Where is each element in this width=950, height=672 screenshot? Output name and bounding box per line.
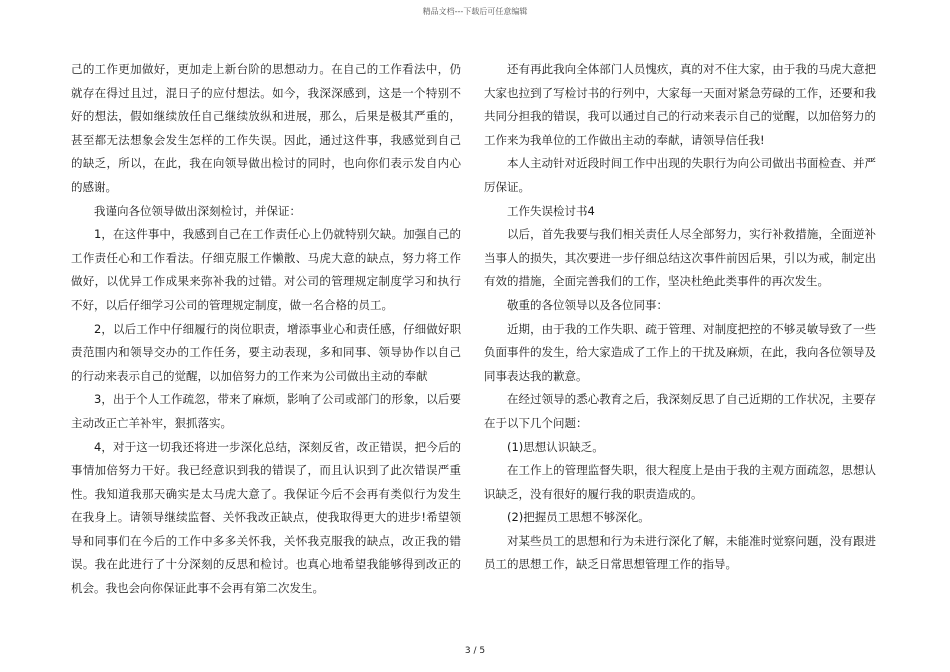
page-header: 精品文档---下载后可任意编辑 (422, 7, 528, 16)
paragraph: 3，出于个人工作疏忽，带来了麻烦，影响了公司或部门的形象，以后要主动改正亡羊补牢，狠抓落实。 (71, 392, 461, 430)
paragraph: 近期，由于我的工作失职、疏于管理、对制度把控的不够灵敏导致了一些负面事件的发生，给大家造成了工作上的干扰及麻烦，在此，我向各位领导及同事表达我的歉意。 (484, 321, 876, 383)
paragraph: 己的工作更加做好，更加走上新台阶的思想动力。在自己的工作看法中，仍就存在得过且过，混日子的应付想法。如今，我深深感到，这是一个特别不好的想法，假如继续放任自己继续放纵和进展，那么，后果是极其严重的，甚至都无法想象会发生怎样的工作失误。因此，通过这件事，我感觉到自己的缺乏，所以，在此，我在向领导做出检讨的同时，也向你们表示发自内心的感谢。 (71, 62, 461, 194)
right-column (484, 58, 876, 577)
section-title: 工作失误检讨书4 (507, 203, 595, 218)
paragraph: 对某些员工的思想和行为未进行深化了解，未能准时觉察问题，没有跟进员工的思想工作，缺乏日常思想管理工作的指导。 (484, 533, 876, 572)
left-column (71, 58, 461, 601)
paragraph: 以后，首先我要与我们相关责任人尽全部努力，实行补救措施，全面逆补当事人的损失，其次要进一步仔细总结这次事件前因后果，引以为戒，制定出有效的措施，全面完善我们的工作，坚决杜绝此类事件的再次发生。 (484, 227, 876, 289)
paragraph: 我谨向各位领导做出深刻检讨，并保证： (94, 203, 301, 218)
paragraph: 在经过领导的悉心教育之后，我深刻反思了自己近期的工作状况，主要存在于以下几个问题： (484, 392, 876, 430)
paragraph: 4，对于这一切我还将进一步深化总结，深刻反省，改正错误，把今后的事情加倍努力干好。我已经意识到我的错误了，而且认识到了此次错误严重性。我知道我那天确实是太马虎大意了。我保证今后不会再有类似行为发生在我身上。请领导继续监督、关怀我改正缺点，使我取得更大的进步!希望领导和同事们在今后的工作中多多关怀我，关怀我克服我的缺点，改正我的错误。我在此进行了十分深刻的反思和检讨。也真心地希望我能够得到改正的机会。我也会向你保证此事不会再有第二次发生。 (71, 439, 461, 596)
salutation: 敬重的各位领导以及各位同事： (507, 297, 668, 312)
subheading: (1)思想认识缺乏。 (507, 439, 604, 454)
paragraph: 在工作上的管理监督失职，很大程度上是由于我的主观方面疏忽，思想认识缺乏，没有很好的履行我的职责造成的。 (484, 463, 876, 501)
subheading: (2)把握员工思想不够深化。 (507, 510, 650, 525)
paragraph: 1，在这件事中，我感到自己在工作责任心上仍就特别欠缺。加强自己的工作责任心和工作看法。仔细克服工作懒散、马虎大意的缺点，努力将工作做好，以优异工作成果来弥补我的过错。对公司的管理规定制度学习和执行不好，以后仔细学习公司的管理规定制度，做一名合格的员工。 (71, 227, 461, 312)
paragraph: 2，以后工作中仔细履行的岗位职责，增添事业心和责任感，仔细做好职责范围内和领导交办的工作任务，要主动表现，多和同事、领导协作以自己的行动来表示自己的觉醒，以加倍努力的工作来为公司做出主动的奉献 (71, 321, 461, 383)
paragraph: 还有再此我向全体部门人员愧疚，真的对不住大家，由于我的马虎大意把大家也拉到了写检讨书的行列中，大家每一天面对紧急劳碌的工作，还要和我共同分担我的错误，我可以通过自己的行动来表示自己的觉醒，以加倍努力的工作来为我单位的工作做出主动的奉献，请领导信任我! (484, 62, 876, 147)
page-number: 3 / 5 (464, 646, 486, 656)
paragraph: 本人主动针对近段时间工作中出现的失职行为向公司做出书面检查、并严厉保证。 (484, 156, 876, 194)
